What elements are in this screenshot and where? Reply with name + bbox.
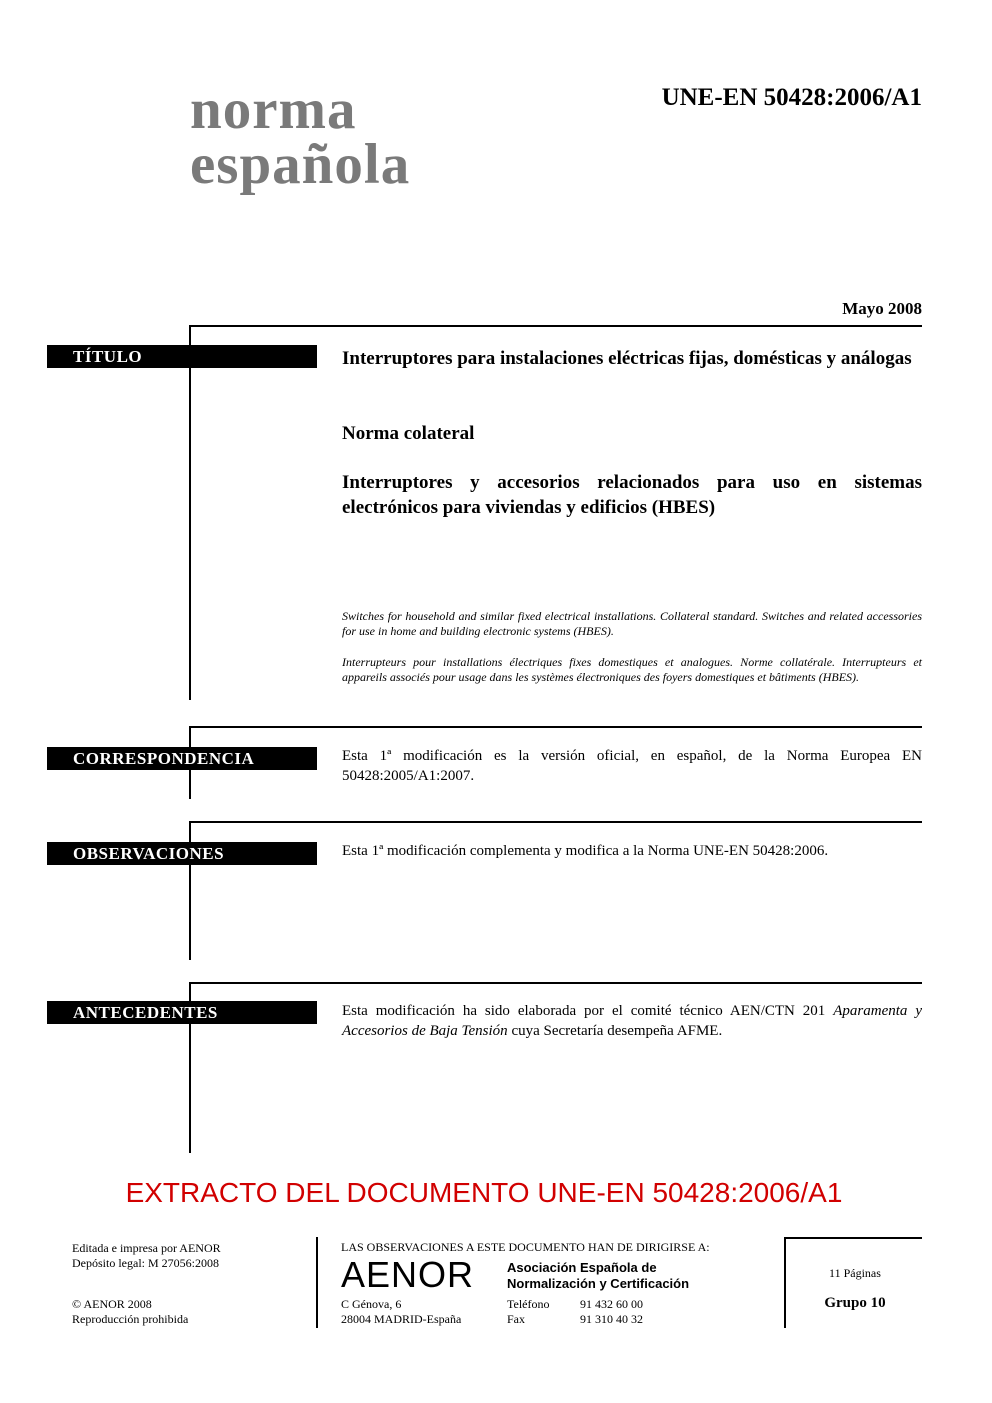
publication-date: Mayo 2008 bbox=[842, 299, 922, 318]
brand-line-2: española bbox=[190, 133, 411, 196]
observaciones-text: Esta 1ª modificación complementa y modifica a la Norma UNE-EN 50428:2006. bbox=[342, 843, 829, 859]
footer-divider-left bbox=[316, 1237, 318, 1328]
fax-label: Fax bbox=[507, 1312, 525, 1326]
phone-number: 91 432 60 00 bbox=[580, 1297, 643, 1311]
page-count: 11 Páginas bbox=[829, 1266, 881, 1280]
titulo-vertical-rule bbox=[189, 325, 191, 700]
copyright: © AENOR 2008 bbox=[72, 1297, 152, 1311]
correspondencia-text: Esta 1ª modificación es la versión oficial, en español, de la Norma Europea EN 50428:2005/A1:2007. bbox=[342, 748, 922, 784]
address-street: C Génova, 6 bbox=[341, 1297, 402, 1311]
antecedentes-top-rule bbox=[189, 982, 922, 984]
titulo-top-rule bbox=[189, 325, 922, 327]
antecedentes-text-end: cuya Secretaría desempeña AFME. bbox=[507, 1023, 723, 1039]
english-title: Switches for household and similar fixed electrical installations. Collateral standard. Switches and related accessories for use in home and building electronic systems (HBES). bbox=[342, 609, 922, 638]
spanish-title: Interruptores para instalaciones eléctricas fijas, domésticas y análogas bbox=[342, 348, 912, 369]
brand-line-1: norma bbox=[190, 78, 357, 141]
observations-header: LAS OBSERVACIONES A ESTE DOCUMENTO HAN DE DIRIGIRSE A: bbox=[341, 1240, 710, 1254]
antecedentes-label: ANTECEDENTES bbox=[47, 1001, 317, 1024]
norma-colateral-subtitle: Norma colateral bbox=[342, 423, 475, 444]
antecedentes-text-start: Esta modificación ha sido elaborada por el comité técnico AEN/CTN 201 bbox=[342, 1003, 834, 1019]
footer-publisher-info bbox=[72, 1241, 307, 1271]
aenor-full-name bbox=[507, 1260, 689, 1292]
contact-values bbox=[580, 1297, 680, 1327]
titulo-label: TÍTULO bbox=[47, 345, 317, 368]
price-group: Grupo 10 bbox=[824, 1295, 886, 1311]
correspondencia-top-rule bbox=[189, 726, 922, 728]
aenor-full-name-line-1: Asociación Española de bbox=[507, 1260, 657, 1275]
observaciones-top-rule bbox=[189, 821, 922, 823]
fax-number: 91 310 40 32 bbox=[580, 1312, 643, 1326]
reproduction-notice: Reproducción prohibida bbox=[72, 1312, 189, 1326]
aenor-address bbox=[341, 1297, 501, 1327]
document-number: UNE-EN 50428:2006/A1 bbox=[661, 84, 922, 111]
correspondencia-label: CORRESPONDENCIA bbox=[47, 747, 317, 770]
observaciones-label: OBSERVACIONES bbox=[47, 842, 317, 865]
brand-norma-espanola bbox=[190, 78, 411, 196]
footer-copyright-info bbox=[72, 1297, 307, 1327]
address-city: 28004 MADRID-España bbox=[341, 1312, 462, 1326]
phone-label: Teléfono bbox=[507, 1297, 550, 1311]
antecedentes-text bbox=[342, 1001, 922, 1041]
legal-deposit: Depósito legal: M 27056:2008 bbox=[72, 1256, 219, 1270]
aenor-logo: AENOR bbox=[341, 1254, 475, 1295]
committee-name: Aparamenta y Accesorios de Baja Tensión bbox=[342, 1003, 922, 1039]
french-title: Interrupteurs pour installations électriques fixes domestiques et analogues. Norme collatérale. Interrupteurs et appareils associés pour usage dans les systèmes électroniques des foyers domestiques et bâtiments (HBES). bbox=[342, 655, 922, 684]
edited-by: Editada e impresa por AENOR bbox=[72, 1241, 221, 1255]
extract-notice: EXTRACTO DEL DOCUMENTO UNE-EN 50428:2006/A1 bbox=[125, 1177, 843, 1208]
aenor-full-name-line-2: Normalización y Certificación bbox=[507, 1276, 690, 1291]
spanish-subtitle-hbes: Interruptores y accesorios relacionados para uso en sistemas electrónicos para viviendas y edificios (HBES) bbox=[342, 472, 922, 518]
pages-box-left-rule bbox=[784, 1237, 786, 1328]
contact-labels bbox=[507, 1297, 577, 1327]
pages-box-top-rule bbox=[784, 1237, 922, 1239]
